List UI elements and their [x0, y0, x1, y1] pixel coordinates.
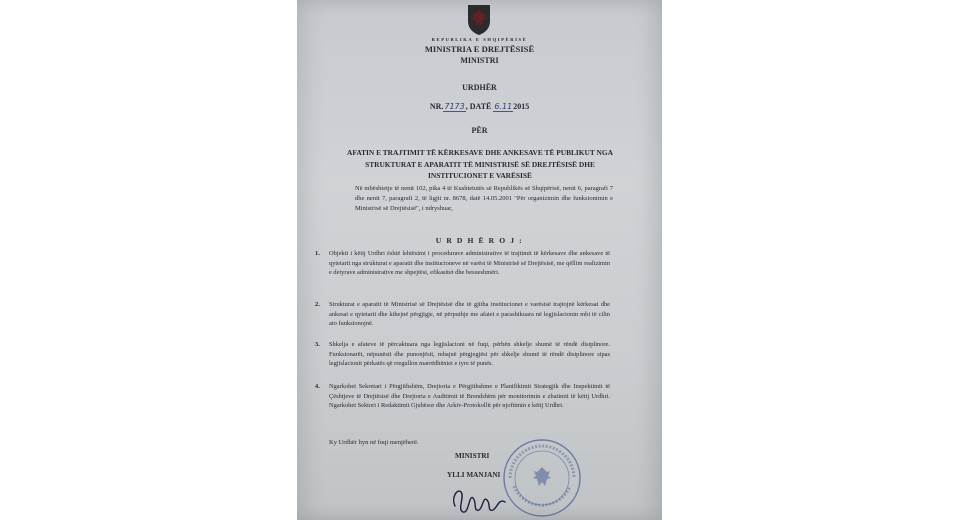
article-text: Strukturat e aparatit të Ministrisë së Drejtësisë dhe të gjitha institucionet e varësisë trajtojnë kërkesat dhe ankesat e qytetarit dhe kthejnë përgjigje, në përputhje me afatet e parashikuara në legjislacionin mbi të cilin ato funksionojnë. [329, 301, 610, 328]
article-number: 2. [315, 301, 320, 308]
article-number: 1. [315, 250, 320, 257]
number-prefix: NR. [429, 102, 444, 111]
republic-header: REPUBLIKA E SHQIPËRISË [431, 37, 528, 42]
article-text: Objekti i këtij Urdhri është lehtësimi i procedurave administrative të trajtimit të kërkesave dhe ankesave të qytetarit nga strukturat e aparatit dhe institucioneve në varësi të Ministrisë së Drejtësisë, me qëllim realizimin e detyrave administrative me shpejtësi, efikasitet dhe besueshmëri. [329, 250, 610, 277]
document-page [297, 0, 662, 520]
order-subject: AFATIN E TRAJTIMIT TË KËRKESAVE DHE ANKESAVE TË PUBLIKUT NGA STRUKTURAT E APARATIT TË MINISTRISË SË DREJTËSISË DHE INSTITUCIONET E VARËSISË [347, 148, 613, 180]
office-header: MINISTRI [460, 56, 499, 65]
signature-icon [447, 468, 517, 516]
eagle-emblem-icon [465, 2, 493, 36]
signatory-name: YLLI MANJANI [447, 471, 501, 479]
article-number: 4. [315, 383, 320, 390]
handwritten-number: 7173 [444, 102, 465, 111]
year: 2015 [513, 102, 530, 111]
order-number-line [297, 102, 662, 111]
date-label: , DATË [465, 102, 492, 111]
per-label: PËR [471, 126, 488, 135]
signatory-title: MINISTRI [455, 452, 490, 460]
article-number: 3. [315, 341, 320, 348]
order-title: URDHËR [462, 83, 497, 92]
ministry-header: MINISTRIA E DREJTËSISË [424, 44, 535, 54]
handwritten-date: 6.11 [494, 102, 513, 111]
article-text: Ngarkohet Sekretari i Përgjithshëm, Drejtoria e Përgjithshme e Planifikimit Strategjik dhe Inspektimit të Çështjeve të Drejtësisë dhe Drejtoria e Auditimit të Brendshëm për monitorimin e zbatimit të këtij Urdhri. Ngarkohet Sektori i Redaktimit Gjuhësor dhe Arkiv-Protokollit për njoftimin e këtij Urdhri. [329, 383, 610, 410]
preamble-paragraph: Në mbështetje të nenit 102, pika 4 të Kushtetutës së Republikës së Shqipërisë, nenit 6, paragrafi 7 dhe nenit 7, paragrafi 2, të ligjit nr. 8678, datë 14.05.2001 "Për organizimin dhe funksionimin e Ministrisë së Drejtësisë", i ndryshuar, [355, 185, 613, 212]
article-text: Shkelja e afateve të përcaktuara nga legjislacioni në fuqi, përbën shkelje shumë të rëndë disiplinore. Funksionarët, nëpunësit dhe punonjësit, mbajnë përgjegjësi për shkelje shumë të rëndë disiplinore sipas legjislacionit përkatës që rregullon marrëdhëniet e tyre të punës. [329, 341, 610, 368]
urdheroj-heading: U R D H Ë R O J : [435, 236, 524, 245]
closing-statement: Ky Urdhër hyn në fuqi menjëherë. [329, 439, 419, 446]
